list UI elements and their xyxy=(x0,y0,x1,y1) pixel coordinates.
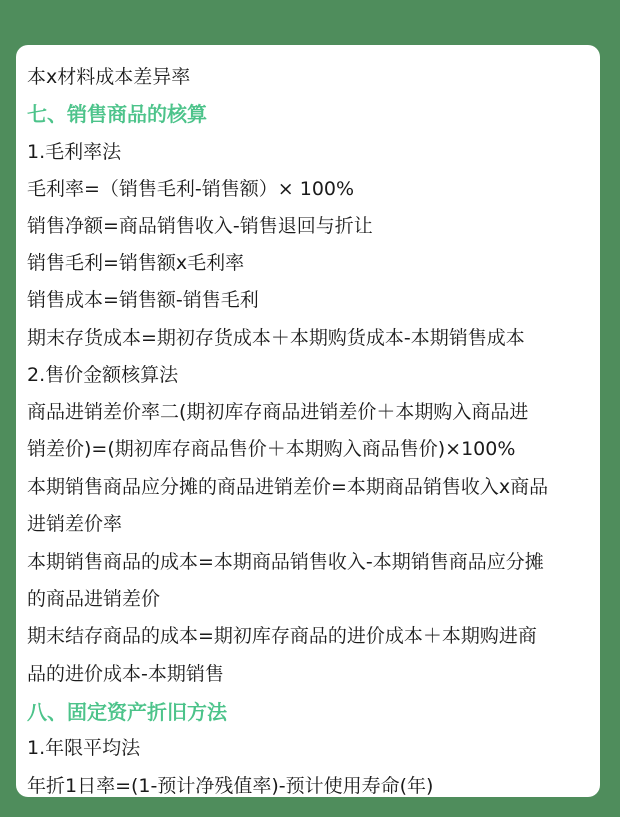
text-line: 本期销售商品应分摊的商品进销差价=本期商品销售收入x商品 xyxy=(27,476,549,498)
text-line: 期末存货成本=期初存货成本＋本期购货成本-本期销售成本 xyxy=(27,327,525,349)
section-heading: 八、固定资产折旧方法 xyxy=(27,700,227,724)
text-line: 商品进销差价率二(期初库存商品进销差价＋本期购入商品进 xyxy=(27,401,529,423)
text-line: 销售成本=销售额-销售毛利 xyxy=(27,289,259,311)
text-line: 毛利率=（销售毛利-销售额）× 100% xyxy=(27,178,355,200)
text-line: 的商品进销差价 xyxy=(27,588,161,610)
text-line: 品的进价成本-本期销售 xyxy=(27,663,224,685)
text-line: 期末结存商品的成本=期初库存商品的进价成本＋本期购进商 xyxy=(27,625,537,647)
text-line: 销售毛利=销售额x毛利率 xyxy=(27,252,245,274)
text-line: 1.毛利率法 xyxy=(27,141,122,163)
text-line: 进销差价率 xyxy=(27,513,123,535)
text-line: 销差价)=(期初库存商品售价＋本期购入商品售价)×100% xyxy=(27,438,516,460)
text-line: 年折1日率=(1-预计净残值率)-预计使用寿命(年) xyxy=(27,775,434,797)
text-line: 2.售价金额核算法 xyxy=(27,364,179,386)
content-card xyxy=(16,45,600,797)
section-heading: 七、销售商品的核算 xyxy=(27,102,207,126)
text-line: 本期销售商品的成本=本期商品销售收入-本期销售商品应分摊 xyxy=(27,551,544,573)
text-line: 销售净额=商品销售收入-销售退回与折让 xyxy=(27,215,373,237)
text-line: 1.年限平均法 xyxy=(27,737,141,759)
text-line: 本x材料成本差异率 xyxy=(27,66,191,88)
